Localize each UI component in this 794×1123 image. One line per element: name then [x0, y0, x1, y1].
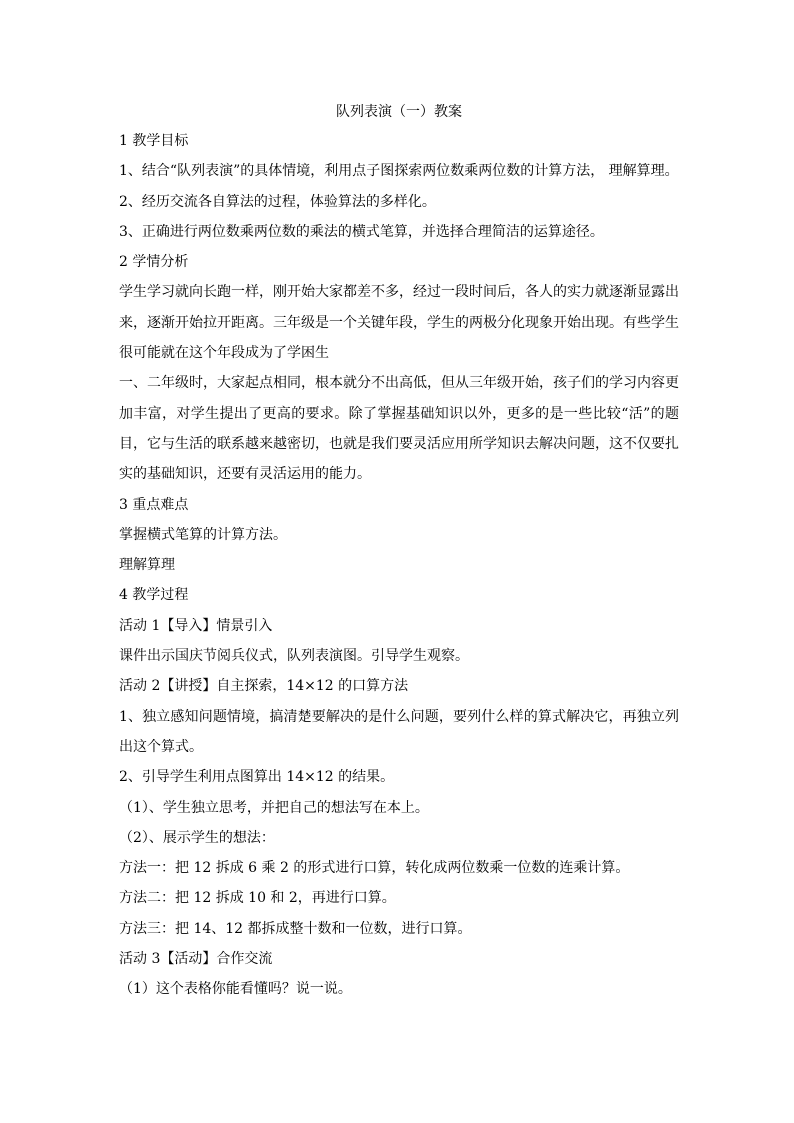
heading-learner-analysis: 2 学情分析 — [119, 254, 189, 271]
activity-2-substep-1: （1）、学生独立思考，并把自己的想法写在本上。 — [119, 799, 429, 816]
document-title: 队列表演（一）教案 — [336, 104, 462, 120]
activity-1-content: 课件出示国庆节阅兵仪式，队列表演图。引导学生观察。 — [119, 648, 469, 665]
activity-3-question-1: （1）这个表格你能看懂吗？说一说。 — [119, 981, 352, 998]
heading-key-points: 3 重点难点 — [119, 496, 189, 513]
method-3: 方法三：把 14、12 都拆成整十数和一位数，进行口算。 — [119, 920, 472, 937]
key-point-1: 掌握横式笔算的计算方法。 — [119, 526, 287, 543]
heading-teaching-goals: 1 教学目标 — [119, 133, 189, 149]
goal-3: 3、正确进行两位数乘两位数的乘法的横式笔算，并选择合理简洁的运算途径。 — [119, 223, 604, 240]
key-point-2: 理解算理 — [119, 557, 175, 574]
activity-1-title: 活动 1【导入】情景引入 — [119, 617, 273, 634]
activity-3-title: 活动 3【活动】合作交流 — [119, 951, 273, 968]
activity-2-step-2: 2、引导学生利用点图算出 14×12 的结果。 — [119, 769, 395, 786]
method-1: 方法一：把 12 拆成 6 乘 2 的形式进行口算，转化成两位数乘一位数的连乘计算。 — [119, 860, 630, 877]
learner-analysis-paragraph-2: 一、二年级时，大家起点相同，根本就分不出高低，但从三年级开始，孩子们的学习内容更加丰富，对学生提出了更高的要求。除了掌握基础知识以外，更多的是一些比较“活”的题目，它与生活的联系越来越密切，也就是我们要灵活应用所学知识去解决问题，这不仅要扎实的基础知识，还要有灵活运用的能力。 — [119, 375, 679, 483]
activity-2-step-1: 1、独立感知问题情境，搞清楚要解决的是什么问题，要列什么样的算式解决它，再独立列出这个算式。 — [119, 708, 679, 755]
document-page — [119, 98, 679, 1005]
heading-teaching-process: 4 教学过程 — [119, 587, 189, 604]
activity-2-title: 活动 2【讲授】自主探索，14×12 的口算方法 — [119, 678, 409, 695]
activity-2-substep-2: （2）、展示学生的想法： — [119, 829, 275, 846]
method-2: 方法二：把 12 拆成 10 和 2，再进行口算。 — [119, 890, 396, 907]
goal-1: 1、结合“队列表演”的具体情境，利用点子图探索两位数乘两位数的计算方法， 理解算理。 — [119, 163, 679, 180]
learner-analysis-paragraph-1: 学生学习就向长跑一样，刚开始大家都差不多，经过一段时间后，各人的实力就逐渐显露出来，逐渐开始拉开距离。三年级是一个关键年段，学生的两极分化现象开始出现。有些学生很可能就在这个年段成为了学困生 — [119, 284, 679, 362]
goal-2: 2、经历交流各自算法的过程，体验算法的多样化。 — [119, 193, 436, 210]
